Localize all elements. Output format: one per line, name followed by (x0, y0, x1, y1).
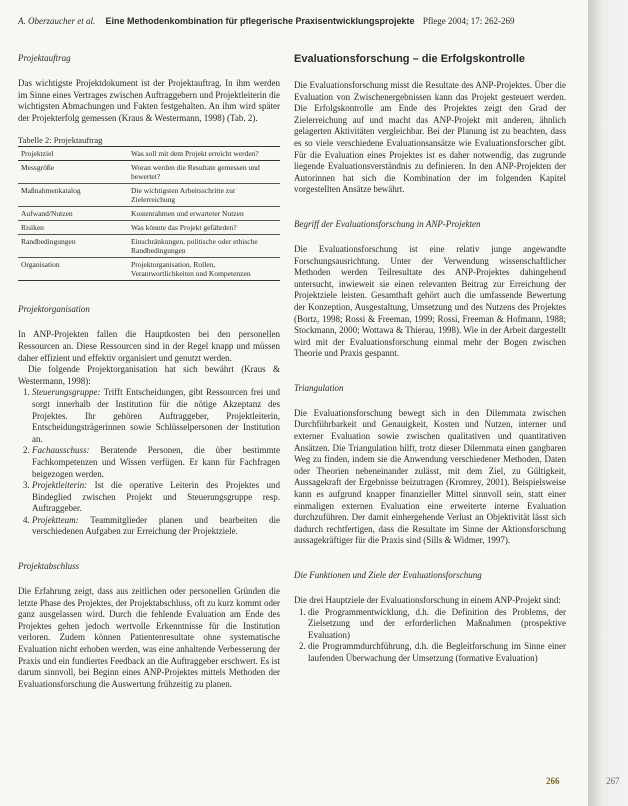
table-cell: Einschränkungen, politische oder ethische Randbedingungen (128, 235, 280, 258)
table-row (18, 161, 280, 184)
heading-triangulation: Triangulation (294, 382, 344, 393)
table-header-cell: Projektziel (18, 147, 128, 161)
paragraph-projektabschluss: Die Erfahrung zeigt, dass aus zeitlichen oder personellen Gründen die letzte Phase des Projektes, der Projektabschluss, oft zu kurz kommt oder ganz ausgelassen wird. Durch die fehlende Evaluation am Ende des Projektes gehen jedoch wertvolle Erkenntnisse für die Institution verloren. Zudem können Patientenresultate ohne systematische Evaluation nicht erhoben werden, was eine anhaltende Verbesserung der Praxis und ein fundiertes Feedback an die Auftraggeber erschwert. Es ist darum sinnvoll, bei Beginn eines ANP-Projektes mittels Methoden der Evaluationsforschung die Auswertung frühzeitig zu planen. (18, 586, 280, 689)
section-title: Evaluationsforschung – die Erfolgskontrolle (294, 53, 526, 65)
table-header-cell: Was soll mit dem Projekt erreicht werden? (128, 147, 280, 161)
heading-begriff: Begriff der Evaluationsforschung in ANP-Projekten (294, 218, 481, 229)
right-column (294, 52, 566, 665)
header-citation: Pflege 2004; 17: 262-269 (422, 16, 515, 26)
list-item (32, 445, 280, 480)
heading-projektabschluss: Projektabschluss (18, 561, 80, 572)
role-text: Ist die operative Leiterin des Projektes und Bindeglied zwischen Projekt und Steuerungsgruppe resp. Auftraggeber. (32, 480, 280, 514)
role-text: Trifft Entscheidungen, gibt Ressourcen frei und sorgt innerhalb der Institution für die nötige Akzeptanz des Projektes. Ihr gehören Auftraggeber, Projektleiterin, Entscheidungsträgerinnen sowie Schlüsselpersonen der Institution an. (32, 387, 280, 444)
paragraph-projektorganisation-1: In ANP-Projekten fallen die Hauptkosten bei den personellen Ressourcen an. Diese Ressourcen sind in der Regel knapp und müssen daher effizient und effektiv organisiert und genutzt werden. (18, 329, 280, 363)
projektauftrag-table (18, 146, 280, 281)
paragraph-projektauftrag: Das wichtigste Projektdokument ist der Projektauftrag. In ihm werden im Sinne eines Vertrages zwischen Auftraggebern und Projektleiterin die wichtigsten Abmachungen und Fakten festgehalten. An ihm wird später der Projekterfolg gemessen (Kraus & Westermann, 1998) (Tab. 2). (18, 78, 280, 123)
goals-list (294, 607, 566, 665)
paragraph-intro: Die Evaluationsforschung misst die Resultate des ANP-Projektes. Über die Evaluation von Zwischenergebnissen kann das Projekt gesteuert werden. Die Erfolgskontrolle am Ende des Projektes zeigt den Grad der Zielerreichung auf und macht das ANP-Projekt mit anderen, ähnlich gelagerten Aktivitäten vergleichbar. Bei der Planung ist zu beachten, dass es so viele verschiedene Evaluationsansätze wie Evaluationsforscher gibt. Für die Evaluation eines Projektes ist es daher notwendig, das zugrunde liegende Evaluationsverständnis zu definieren. In den ANP-Projekten der Autorinnen hat sich die Kombination der im folgenden Kapitel vorgestellten Ansätze bewährt. (294, 80, 566, 195)
table-cell: Kostenrahmen und erwarteter Nutzen (128, 207, 280, 221)
page-number: 266 (546, 776, 560, 786)
paragraph-projektorganisation-2: Die folgende Projektorganisation hat sich bewährt (Kraus & Westermann, 1998): (18, 364, 280, 386)
paragraph-begriff: Die Evaluationsforschung ist eine relativ junge angewandte Forschungsausrichtung. Unter der Verwendung wissenschaftlicher Methoden werden Teilresultate des ANP-Projektes dahingehend untersucht, inwieweit sie einen relevanten Beitrag zur Erreichung der Projektziele leisten. Gesamthaft gehört auch die umfassende Bewertung der Konzeption, Ausgestaltung, Umsetzung und des Nutzens des Projektes (Bortz, 1998; Rossi & Freeman, 1999; Rossi, Freeman & Hofmann, 1988; Stockmann, 2000; Wottawa & Thierau, 1998). Wie in der Arbeit dargestellt wird mit der Evaluationsforschung einmal mehr der Bogen zwischen Theorie und Praxis gespannt. (294, 243, 566, 359)
list-item (32, 480, 280, 515)
edge-page-number: 267 (606, 776, 620, 786)
table-cell: Woran werden die Resultate gemessen und bewertet? (128, 161, 280, 184)
table-cell: Risiken (18, 221, 128, 235)
heading-projektauftrag: Projektauftrag (18, 53, 71, 63)
table-cell: Organisation (18, 258, 128, 281)
table-row (18, 258, 280, 281)
role-text: Teammitglieder planen und bearbeiten die verschiedenen Aufgaben zur Erreichung der Projektziele. (32, 514, 280, 537)
heading-projektorganisation: Projektorganisation (18, 304, 90, 315)
table-row (18, 221, 280, 235)
list-item: 2. die Programmdurchführung, d.h. die Begleitforschung im Sinne einer laufenden Überwachung der Umsetzung (formative Evaluation) (308, 641, 566, 664)
table-cell: Maßnahmenkatalog (18, 184, 128, 207)
table-caption: Tabelle 2: Projektauftrag (18, 135, 103, 146)
table-row (18, 207, 280, 221)
roles-list (18, 387, 280, 538)
list-item: 1. die Programmentwicklung, d.h. die Definition des Problems, der Zielsetzung und der erforderlichen Maßnahmen (prospektive Evaluation) (308, 607, 566, 642)
list-item (32, 515, 280, 538)
header-authors: A. Oberzaucher et al. (18, 16, 96, 26)
table-row (18, 184, 280, 207)
role-term: Steuerungsgruppe: (32, 387, 101, 398)
role-term: Fachausschuss: (32, 445, 90, 456)
header-article-title: Eine Methodenkombination für pflegerische Praxisentwicklungsprojekte (105, 16, 415, 26)
table-cell: Projektorganisation, Rollen, Verantwortlichkeiten und Kompetenzen (128, 258, 280, 281)
role-term: Projektteam: (32, 514, 79, 525)
role-term: Projektleiterin: (32, 480, 88, 491)
table-cell: Die wichtigsten Arbeitsschritte zur Zielerreichung (128, 184, 280, 207)
left-column (18, 52, 280, 690)
next-page-edge (588, 0, 628, 806)
table-cell: Aufwand/Nutzen (18, 207, 128, 221)
table-cell: Was könnte das Projekt gefährden? (128, 221, 280, 235)
table-header-row (18, 147, 280, 161)
table-cell: Randbedingungen (18, 235, 128, 258)
running-header (18, 14, 578, 28)
paragraph-triangulation: Die Evaluationsforschung bewegt sich in den Dilemmata zwischen Durchführbarkeit und Genauigkeit, Kosten und Nutzen, interner und externer Evaluation sowie zwischen qualitativen und quantitativen Ansätzen. Die Triangulation hilft, trotz dieser Dilemmata einen gangbaren Weg zu finden, indem sie die Anwendung verschiedener Methoden, Daten oder Theorien nebeneinander zulässt, mit dem Ziel, zu Gültigkeit, Aussagekraft der Ergebnisse beizutragen (Kromrey, 2001). Beispielsweise kann es aufgrund knapper finanzieller Mittel sinnvoll sein, statt einer einmaligen externen Evaluation eine erweiterte interne Evaluation durchzuführen. Der damit einhergehende Verlust an Objektivität lässt sich dadurch rechtfertigen, dass die Resultate im Sinne der Aktionsforschung aussagekräftiger für die Praxis sind (Sills & Widmer, 1997). (294, 407, 566, 546)
table-cell: Messgröße (18, 161, 128, 184)
list-item (32, 387, 280, 445)
role-text: Beratende Personen, die über bestimmte Fachkompetenzen und Wissen verfügen. Er kann für Fachfragen beigezogen werden. (32, 445, 280, 479)
paragraph-funktionen: Die drei Hauptziele der Evaluationsforschung in einem ANP-Projekt sind: (294, 595, 561, 605)
heading-funktionen: Die Funktionen und Ziele der Evaluationsforschung (294, 570, 482, 580)
table-row (18, 235, 280, 258)
